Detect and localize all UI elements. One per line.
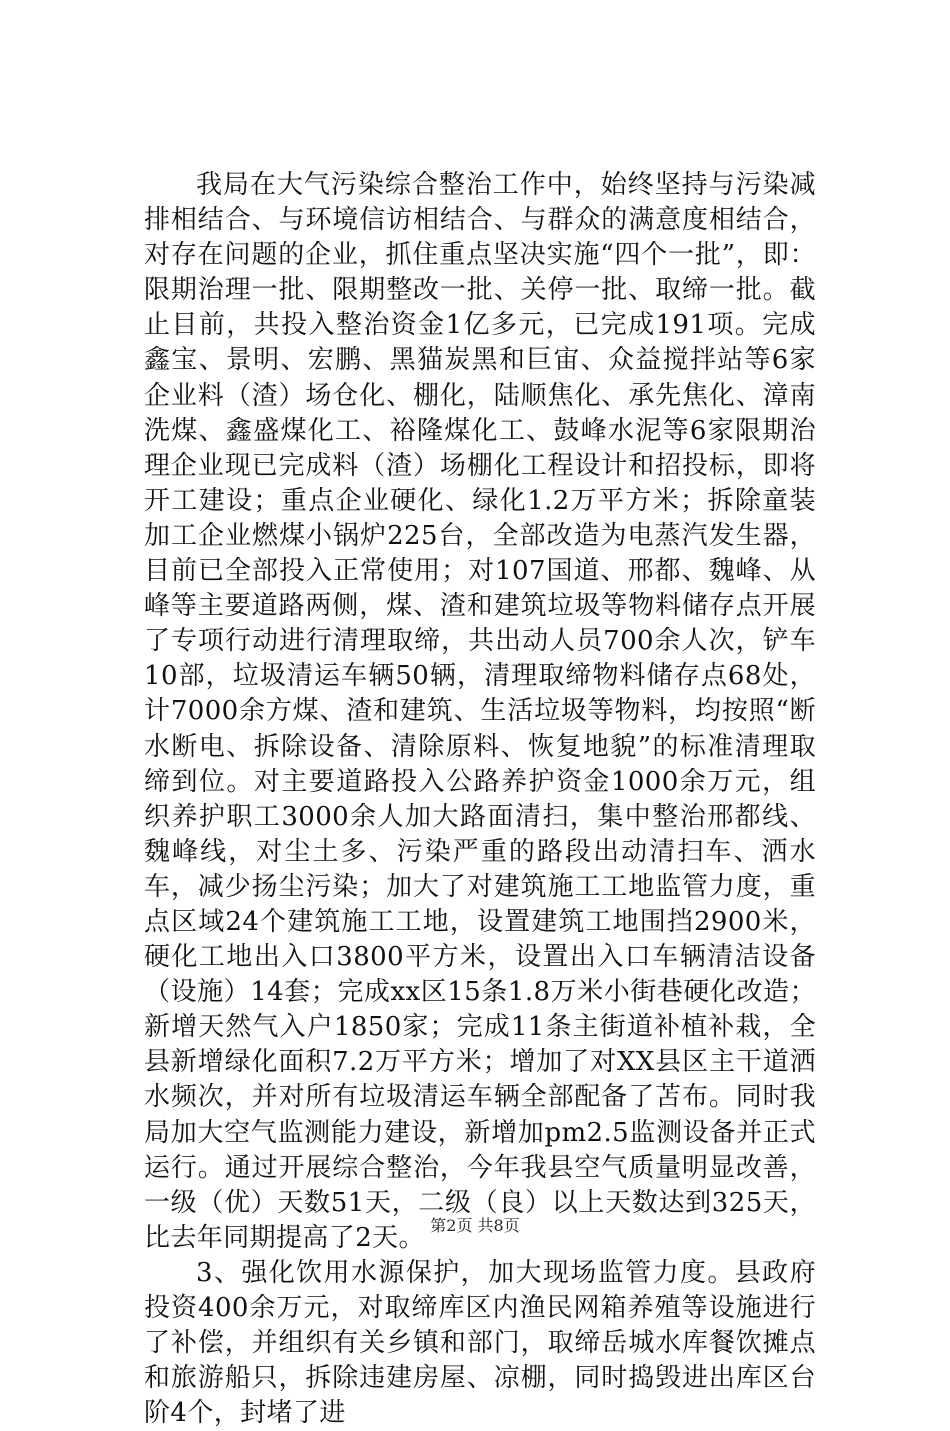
paragraph-air-pollution: 我局在大气污染综合整治工作中，始终坚持与污染减排相结合、与环境信访相结合、与群众的满意度相结合，对存在问题的企业，抓住重点坚决实施“四个一批”，即：限期治理一批、限期整改一批、关停一批、取缔一批。截止目前，共投入整治资金1亿多元，已完成191项。完成鑫宝、景明、宏鹏、黑猫炭黑和巨宙、众益搅拌站等6家企业料（渣）场仓化、棚化，陆顺焦化、承先焦化、漳南洗煤、鑫盛煤化工、裕隆煤化工、鼓峰水泥等6家限期治理企业现已完成料（渣）场棚化工程设计和招投标，即将开工建设；重点企业硬化、绿化1.2万平方米；拆除童装加工企业燃煤小锅炉225台，全部改造为电蒸汽发生器，目前已全部投入正常使用；对107国道、邢都、魏峰、从峰等主要道路两侧，煤、渣和建筑垃圾等物料储存点开展了专项行动进行清理取缔，共出动人员700余人次，铲车10部，垃圾清运车辆50辆，清理取缔物料储存点68处，计7000余方煤、渣和建筑、生活垃圾等物料，均按照“断水断电、拆除设备、清除原料、恢复地貌”的标准清理取缔到位。对主要道路投入公路养护资金1000余万元，组织养护职工3000余人加大路面清扫，集中整治邢都线、魏峰线，对尘土多、污染严重的路段出动清扫车、洒水车，减少扬尘污染；加大了对建筑施工工地监管力度，重点区域24个建筑施工工地，设置建筑工地围挡2900米，硬化工地出入口3800平方米，设置出入口车辆清洁设备（设施）14套；完成xx区15条1.8万米小街巷硬化改造；新增天然气入户1850家；完成11条主街道补植补栽，全县新增绿化面积7.2万平方米；增加了对XX县区主干道洒水频次，并对所有垃圾清运车辆全部配备了苫布。同时我局加大空气监测能力建设，新增加pm2.5监测设备并正式运行。通过开展综合整治，今年我县空气质量明显改善，一级（优）天数51天，二级（良）以上天数达到325天，比去年同期提高了2天。 <box>144 170 816 1253</box>
page-footer: 第2页 共8页 <box>430 1216 520 1235</box>
document-body <box>144 168 816 1431</box>
paragraph-water-source: 3、强化饮用水源保护，加大现场监管力度。县政府投资400余万元，对取缔库区内渔民网箱养殖等设施进行了补偿，并组织有关乡镇和部门，取缔岳城水库餐饮摊点和旅游船只，拆除违建房屋、凉棚，同时捣毁进出库区台阶4个，封堵了进 <box>144 1257 816 1429</box>
